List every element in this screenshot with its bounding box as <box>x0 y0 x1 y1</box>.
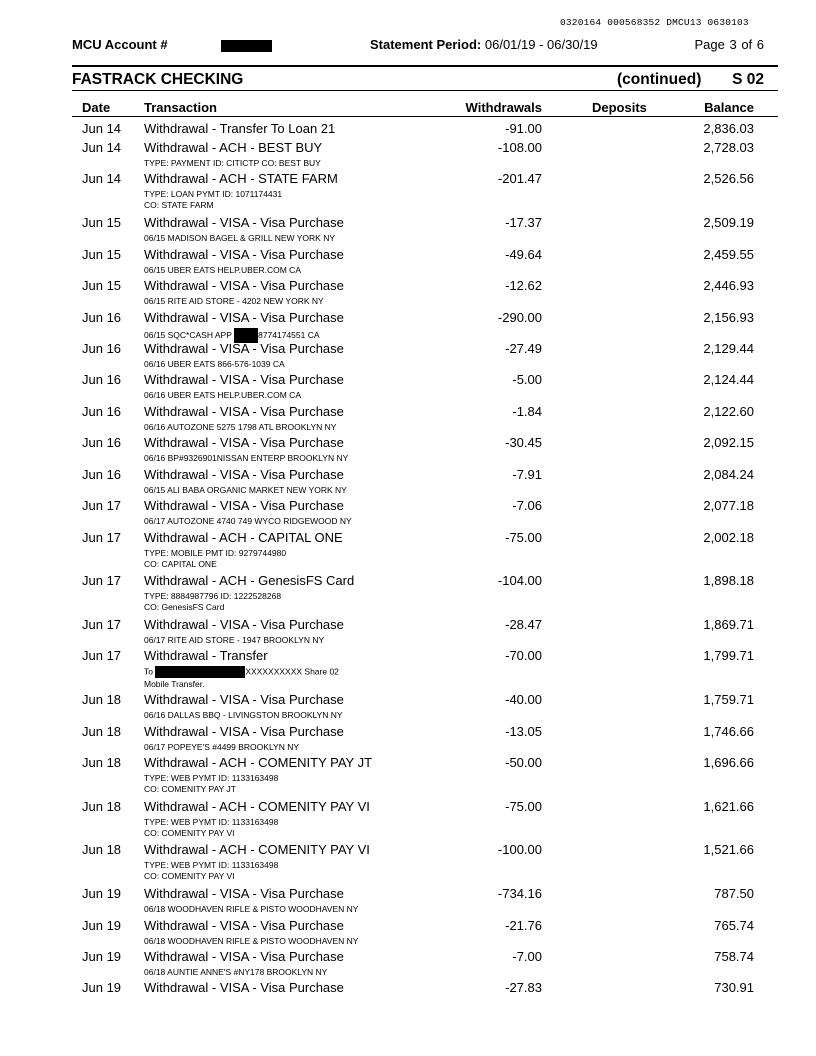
transaction-detail-suffix: XXXXXXXXXX Share 02 <box>245 666 339 677</box>
transaction-description: Withdrawal - VISA - Visa Purchase <box>144 692 344 707</box>
transaction-detail: CO: COMENITY PAY JT <box>144 784 236 794</box>
transaction-withdrawal: -290.00 <box>497 310 542 325</box>
transaction-balance: 2,077.18 <box>703 498 754 513</box>
transaction-date: Jun 16 <box>82 404 122 419</box>
transaction-withdrawal: -7.06 <box>512 498 542 513</box>
transaction-withdrawal: -5.00 <box>512 372 542 387</box>
transaction-detail: 06/18 WOODHAVEN RIFLE & PISTO WOODHAVEN NY <box>144 936 359 946</box>
section-continued: (continued) <box>617 71 702 88</box>
transaction-date: Jun 16 <box>82 310 122 325</box>
account-number-redaction <box>221 40 272 52</box>
transaction-detail: 06/17 AUTOZONE 4740 749 WYCO RIDGEWOOD NY <box>144 516 352 526</box>
transaction-detail-suffix: 8774174551 CA <box>258 329 320 340</box>
transaction-description: Withdrawal - VISA - Visa Purchase <box>144 918 344 933</box>
transaction-date: Jun 18 <box>82 724 122 739</box>
transaction-detail: 06/15 RITE AID STORE - 4202 NEW YORK NY <box>144 296 324 306</box>
transaction-detail: 06/16 DALLAS BBQ - LIVINGSTON BROOKLYN NY <box>144 710 343 720</box>
transaction-balance: 2,124.44 <box>703 372 754 387</box>
page-number: Page 3 of 6 <box>694 37 764 52</box>
transaction-description: Withdrawal - VISA - Visa Purchase <box>144 435 344 450</box>
transaction-detail: TYPE: MOBILE PMT ID: 9279744980 <box>144 548 287 558</box>
column-withdrawals: Withdrawals <box>465 100 542 115</box>
transaction-detail: 06/16 BP#9326901NISSAN ENTERP BROOKLYN NY <box>144 453 349 463</box>
transaction-description: Withdrawal - VISA - Visa Purchase <box>144 617 344 632</box>
transaction-withdrawal: -49.64 <box>505 247 542 262</box>
transaction-withdrawal: -108.00 <box>497 140 542 155</box>
transaction-balance: 2,129.44 <box>703 341 754 356</box>
transaction-withdrawal: -21.76 <box>505 918 542 933</box>
transaction-withdrawal: -7.00 <box>512 949 542 964</box>
transaction-date: Jun 19 <box>82 918 122 933</box>
transaction-balance: 2,084.24 <box>703 467 754 482</box>
transaction-date: Jun 17 <box>82 530 122 545</box>
transaction-description: Withdrawal - ACH - BEST BUY <box>144 140 323 155</box>
statement-code-line: 0320164 000568352 DMCU13 0630103 <box>560 17 749 28</box>
transaction-balance: 1,799.71 <box>703 648 754 663</box>
transaction-date: Jun 17 <box>82 498 122 513</box>
transaction-withdrawal: -70.00 <box>505 648 542 663</box>
transaction-detail: 06/16 UBER EATS HELP.UBER.COM CA <box>144 390 301 400</box>
transaction-detail-prefix: 06/15 SQC*CASH APP <box>144 329 235 340</box>
transaction-description: Withdrawal - VISA - Visa Purchase <box>144 341 344 356</box>
transaction-detail: 06/16 UBER EATS 866-576-1039 CA <box>144 359 285 369</box>
transaction-balance: 1,898.18 <box>703 573 754 588</box>
transaction-date: Jun 18 <box>82 755 122 770</box>
transaction-withdrawal: -13.05 <box>505 724 542 739</box>
transaction-balance: 1,746.66 <box>703 724 754 739</box>
transaction-withdrawal: -201.47 <box>497 171 542 186</box>
section-title: FASTRACK CHECKING <box>72 71 244 88</box>
transaction-balance: 1,869.71 <box>703 617 754 632</box>
header-rule <box>72 65 778 67</box>
transaction-balance: 2,509.19 <box>703 215 754 230</box>
transaction-date: Jun 15 <box>82 247 122 262</box>
transaction-description: Withdrawal - VISA - Visa Purchase <box>144 404 344 419</box>
transaction-balance: 2,122.60 <box>703 404 754 419</box>
transaction-balance: 2,526.56 <box>703 171 754 186</box>
transaction-description: Withdrawal - VISA - Visa Purchase <box>144 467 344 482</box>
transaction-detail: TYPE: PAYMENT ID: CITICTP CO: BEST BUY <box>144 158 321 168</box>
transaction-description: Withdrawal - VISA - Visa Purchase <box>144 724 344 739</box>
transaction-detail: Mobile Transfer. <box>144 679 205 689</box>
transaction-description: Withdrawal - VISA - Visa Purchase <box>144 278 344 293</box>
transaction-description: Withdrawal - ACH - GenesisFS Card <box>144 573 355 588</box>
transaction-withdrawal: -12.62 <box>505 278 542 293</box>
transaction-withdrawal: -28.47 <box>505 617 542 632</box>
transaction-withdrawal: -27.83 <box>505 980 542 995</box>
transaction-date: Jun 17 <box>82 648 122 663</box>
transaction-detail: 06/16 AUTOZONE 5275 1798 ATL BROOKLYN NY <box>144 422 337 432</box>
transaction-description: Withdrawal - ACH - STATE FARM <box>144 171 338 186</box>
column-date: Date <box>82 100 111 115</box>
transaction-date: Jun 16 <box>82 341 122 356</box>
transaction-date: Jun 16 <box>82 467 122 482</box>
transaction-description: Withdrawal - VISA - Visa Purchase <box>144 980 344 995</box>
transaction-balance: 765.74 <box>714 918 754 933</box>
transaction-withdrawal: -75.00 <box>505 530 542 545</box>
transaction-balance: 2,156.93 <box>703 310 754 325</box>
transaction-detail: TYPE: 8884987796 ID: 1222528268 <box>144 591 282 601</box>
transaction-date: Jun 17 <box>82 573 122 588</box>
transaction-balance: 1,621.66 <box>703 799 754 814</box>
transaction-balance: 1,521.66 <box>703 842 754 857</box>
transaction-detail-prefix: To <box>144 666 156 677</box>
transaction-withdrawal: -30.45 <box>505 435 542 450</box>
transaction-date: Jun 14 <box>82 121 122 136</box>
transaction-description: Withdrawal - VISA - Visa Purchase <box>144 886 344 901</box>
transaction-detail: TYPE: WEB PYMT ID: 1133163498 <box>144 860 279 870</box>
transaction-description: Withdrawal - Transfer To Loan 21 <box>144 121 336 136</box>
transaction-withdrawal: -100.00 <box>497 842 542 857</box>
section-rule <box>72 90 778 91</box>
transaction-date: Jun 19 <box>82 980 122 995</box>
transaction-detail: CO: COMENITY PAY VI <box>144 871 235 881</box>
transaction-date: Jun 16 <box>82 435 122 450</box>
transaction-date: Jun 14 <box>82 171 122 186</box>
transaction-balance: 2,002.18 <box>703 530 754 545</box>
transaction-description: Withdrawal - VISA - Visa Purchase <box>144 215 344 230</box>
statement-period-value: 06/01/19 - 06/30/19 <box>484 37 598 52</box>
redaction-block <box>155 666 245 678</box>
transaction-detail: 06/18 AUNTIE ANNE'S #NY178 BROOKLYN NY <box>144 967 328 977</box>
transaction-description: Withdrawal - VISA - Visa Purchase <box>144 247 344 262</box>
transaction-balance: 1,696.66 <box>703 755 754 770</box>
transaction-balance: 2,728.03 <box>703 140 754 155</box>
transaction-detail: CO: STATE FARM <box>144 200 214 210</box>
transaction-description: Withdrawal - ACH - COMENITY PAY VI <box>144 799 370 814</box>
transaction-detail: 06/17 POPEYE'S #4499 BROOKLYN NY <box>144 742 300 752</box>
transaction-balance: 1,759.71 <box>703 692 754 707</box>
transaction-detail: TYPE: WEB PYMT ID: 1133163498 <box>144 773 279 783</box>
transaction-description: Withdrawal - VISA - Visa Purchase <box>144 949 344 964</box>
transaction-balance: 2,446.93 <box>703 278 754 293</box>
statement-period: Statement Period: 06/01/19 - 06/30/19 <box>370 37 598 52</box>
transaction-detail: 06/15 MADISON BAGEL & GRILL NEW YORK NY <box>144 233 335 243</box>
transaction-withdrawal: -91.00 <box>505 121 542 136</box>
transaction-withdrawal: -734.16 <box>497 886 542 901</box>
transaction-withdrawal: -27.49 <box>505 341 542 356</box>
transaction-description: Withdrawal - VISA - Visa Purchase <box>144 310 344 325</box>
transaction-balance: 2,092.15 <box>703 435 754 450</box>
transaction-detail: CO: CAPITAL ONE <box>144 559 217 569</box>
transaction-withdrawal: -40.00 <box>505 692 542 707</box>
transaction-date: Jun 18 <box>82 692 122 707</box>
transaction-description: Withdrawal - VISA - Visa Purchase <box>144 498 344 513</box>
transaction-detail: CO: GenesisFS Card <box>144 602 225 612</box>
transaction-date: Jun 15 <box>82 215 122 230</box>
transaction-detail: 06/17 RITE AID STORE - 1947 BROOKLYN NY <box>144 635 325 645</box>
transaction-detail: 06/15 UBER EATS HELP.UBER.COM CA <box>144 265 301 275</box>
account-label: MCU Account # <box>72 37 168 52</box>
transaction-balance: 787.50 <box>714 886 754 901</box>
transaction-description: Withdrawal - ACH - COMENITY PAY VI <box>144 842 370 857</box>
column-transaction: Transaction <box>144 100 217 115</box>
transaction-date: Jun 14 <box>82 140 122 155</box>
transaction-detail: 06/15 ALI BABA ORGANIC MARKET NEW YORK NY <box>144 485 347 495</box>
transaction-withdrawal: -7.91 <box>512 467 542 482</box>
transaction-date: Jun 18 <box>82 842 122 857</box>
transaction-detail: CO: COMENITY PAY VI <box>144 828 235 838</box>
transaction-detail: 06/18 WOODHAVEN RIFLE & PISTO WOODHAVEN NY <box>144 904 359 914</box>
transaction-date: Jun 18 <box>82 799 122 814</box>
transaction-date: Jun 15 <box>82 278 122 293</box>
transaction-balance: 2,836.03 <box>703 121 754 136</box>
transaction-description: Withdrawal - VISA - Visa Purchase <box>144 372 344 387</box>
section-code: S 02 <box>732 71 764 88</box>
transaction-description: Withdrawal - ACH - COMENITY PAY JT <box>144 755 373 770</box>
transaction-detail <box>144 666 339 678</box>
transaction-date: Jun 19 <box>82 949 122 964</box>
transaction-date: Jun 17 <box>82 617 122 632</box>
transaction-description: Withdrawal - ACH - CAPITAL ONE <box>144 530 343 545</box>
transaction-balance: 730.91 <box>714 980 754 995</box>
transaction-withdrawal: -50.00 <box>505 755 542 770</box>
transaction-detail: TYPE: WEB PYMT ID: 1133163498 <box>144 817 279 827</box>
transaction-withdrawal: -17.37 <box>505 215 542 230</box>
transaction-description: Withdrawal - Transfer <box>144 648 268 663</box>
columns-rule <box>72 116 778 117</box>
transaction-detail: TYPE: LOAN PYMT ID: 1071174431 <box>144 189 283 199</box>
transaction-date: Jun 19 <box>82 886 122 901</box>
transaction-balance: 2,459.55 <box>703 247 754 262</box>
transaction-withdrawal: -104.00 <box>497 573 542 588</box>
transaction-withdrawal: -1.84 <box>512 404 542 419</box>
transaction-balance: 758.74 <box>714 949 754 964</box>
column-balance: Balance <box>704 100 754 115</box>
transaction-date: Jun 16 <box>82 372 122 387</box>
column-deposits: Deposits <box>592 100 647 115</box>
transaction-withdrawal: -75.00 <box>505 799 542 814</box>
